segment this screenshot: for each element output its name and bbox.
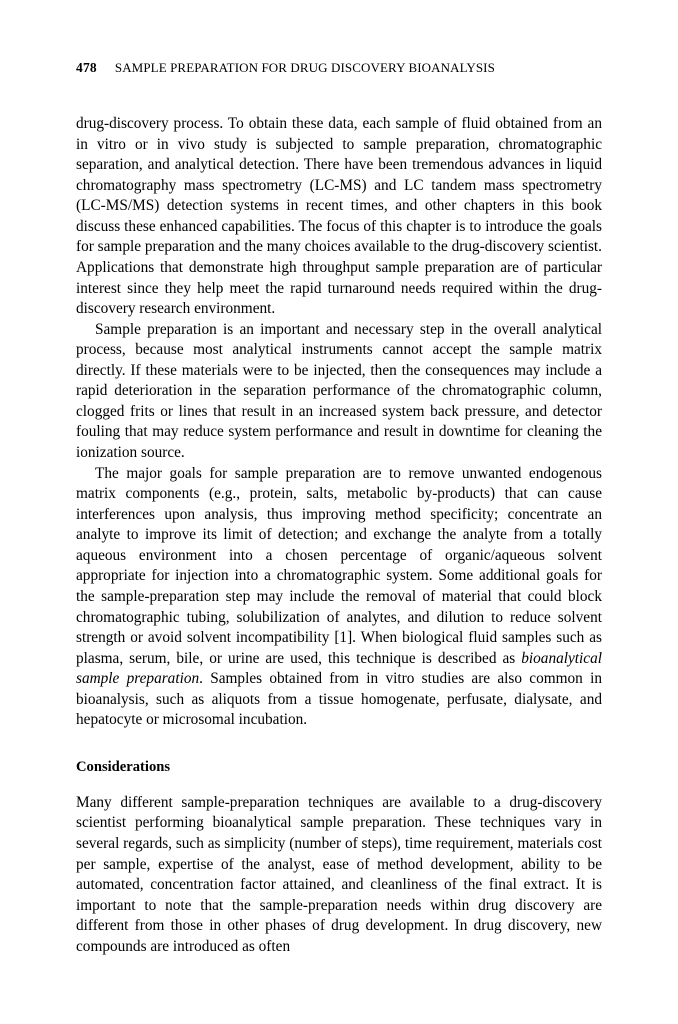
running-head: SAMPLE PREPARATION FOR DRUG DISCOVERY BIOANALYSIS [114, 60, 495, 75]
page-body [76, 114, 602, 957]
page-header [76, 60, 602, 76]
paragraph-3 [76, 464, 602, 731]
paragraph-1: drug-discovery process. To obtain these data, each sample of fluid obtained from an in vitro or in vivo study is subjected to sample preparation, chromatographic separation, and analytical detection. There have been tremendous advances in liquid chromatography mass spectrometry (LC-MS) and LC tandem mass spectrometry (LC-MS/MS) detection systems in recent times, and other chapters in this book discuss these enhanced capabilities. The focus of this chapter is to introduce the goals for sample preparation and the many choices available to the drug-discovery scientist. Applications that demonstrate high throughput sample preparation are of particular interest since they help meet the rapid turnaround needs required within the drug-discovery research environment. [76, 115, 602, 318]
section-heading-considerations: Considerations [76, 758, 171, 775]
paragraph-3-emphasis: bioanalytical sample preparation [76, 649, 602, 688]
paragraph-2: Sample preparation is an important and necessary step in the overall analytical process, because most analytical instruments cannot accept the sample matrix directly. If these materials were to be injected, then the consequences may include a rapid deterioration in the separation performance of the chromatographic column, clogged frits or lines that result in an increased system back pressure, and detector fouling that may reduce system performance and result in downtime for cleaning the ionization source. [76, 320, 602, 461]
paragraph-3-text-b: . Samples obtained from in vitro studies are also common in bioanalysis, such as aliquots from a tissue homogenate, perfusate, dialysate, and hepatocyte or microsomal incubation. [76, 670, 602, 729]
paragraph-3-text-a: The major goals for sample preparation are to remove unwanted endogenous matrix components (e.g., protein, salts, metabolic by-products) that can cause interferences upon analysis, thus improving method specificity; concentrate an analyte to improve its limit of detection; and exchange the analyte from a totally aqueous environment into a chosen percentage of organic/aqueous solvent appropriate for injection into a chromatographic system. Some additional goals for the sample-preparation step may include the removal of material that could block chromatographic tubing, solubilization of analytes, and dilution to reduce solvent strength or avoid solvent incompatibility [1]. When biological fluid samples such as plasma, serum, bile, or urine are used, this technique is described as [76, 464, 602, 667]
paragraph-4: Many different sample-preparation techniques are available to a drug-discovery scientist performing bioanalytical sample preparation. These techniques vary in several regards, such as simplicity (number of steps), time requirement, materials cost per sample, expertise of the analyst, ease of method development, ability to be automated, concentration factor attained, and cleanliness of the final extract. It is important to note that the sample-preparation needs within drug discovery are different from those in other phases of drug development. In drug discovery, new compounds are introduced as often [76, 793, 602, 955]
page-number: 478 [76, 60, 97, 75]
